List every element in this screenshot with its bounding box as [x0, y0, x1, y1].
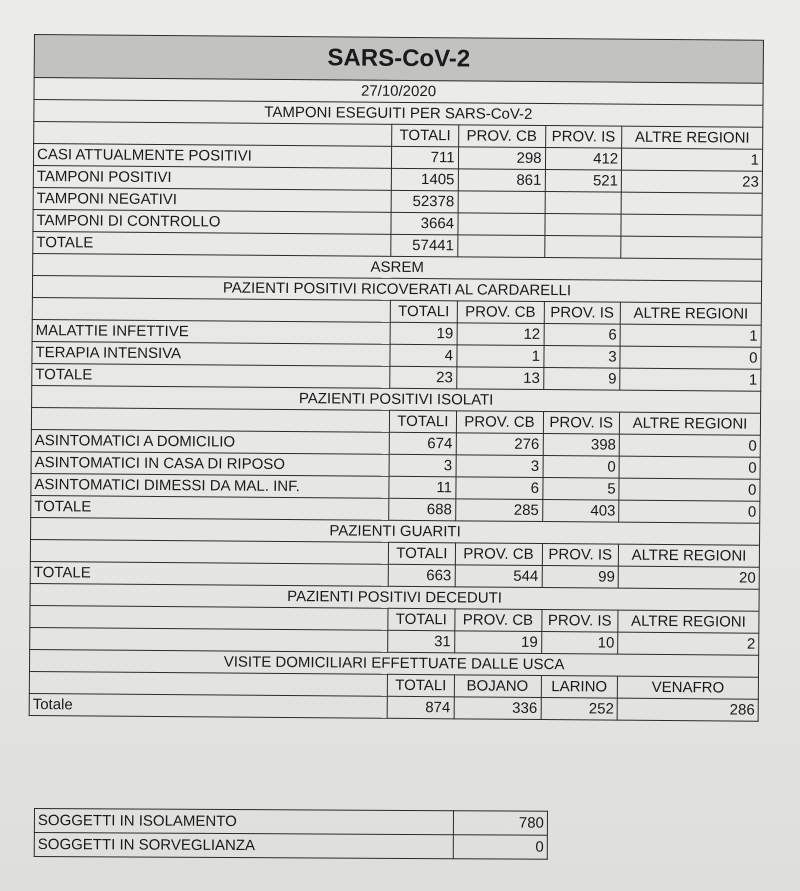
cell-prov-cb: 13 — [456, 367, 543, 390]
cell-altre-regioni: 0 — [619, 500, 760, 523]
cell-prov-cb: 298 — [458, 147, 545, 170]
cell-totali: 663 — [388, 564, 454, 587]
row-label: ASINTOMATICI A DOMICILIO — [31, 429, 389, 454]
sorveglianza-table — [34, 808, 548, 860]
row-label: TERAPIA INTENSIVA — [32, 341, 390, 366]
header-altre-regioni: ALTRE REGIONI — [620, 302, 761, 325]
cell-prov-is: 6 — [544, 324, 621, 347]
cell-altre-regioni: 23 — [621, 170, 762, 193]
row-label: TOTALE — [30, 561, 388, 586]
cell-prov-is: 403 — [542, 500, 619, 523]
header-totali: TOTALI — [388, 674, 454, 697]
cell-prov-is — [545, 192, 622, 215]
cell-prov-cb: 6 — [455, 477, 542, 500]
header-blank — [32, 297, 390, 322]
cell-prov-is — [544, 214, 621, 237]
row-label: SOGGETTI IN SORVEGLIANZA — [34, 833, 453, 859]
header-prov-is: PROV. IS — [543, 412, 620, 435]
cell-prov-is: 0 — [543, 456, 620, 479]
cell-totali: 674 — [389, 432, 455, 455]
section-heading-deceduti: PAZIENTI POSITIVI DECEDUTI — [30, 583, 759, 611]
section-heading-isolati: PAZIENTI POSITIVI ISOLATI — [32, 385, 761, 413]
header-prov-cb: PROV. CB — [455, 543, 542, 566]
cell-altre-regioni: 0 — [620, 346, 761, 369]
row-label: TOTALE — [32, 363, 390, 388]
table-row — [29, 693, 758, 721]
header-altre-regioni: ALTRE REGIONI — [622, 126, 763, 149]
cell-totali: 3 — [389, 454, 455, 477]
cell-altre-regioni: 0 — [619, 478, 760, 501]
row-label: TAMPONI NEGATIVI — [33, 187, 391, 212]
cell-prov-cb: 544 — [455, 565, 542, 588]
cell-prov-is — [544, 236, 621, 259]
cell-altre-regioni: 0 — [619, 434, 760, 457]
cell-prov-is: 3 — [543, 346, 620, 369]
row-label: Totale — [29, 693, 387, 718]
header-prov-is: PROV. IS — [541, 610, 618, 633]
table-row — [34, 833, 547, 860]
cell-altre-regioni: 1 — [622, 148, 763, 171]
header-blank — [30, 605, 388, 630]
covid-report-table — [29, 34, 764, 722]
cell-totali: 688 — [389, 498, 455, 521]
cell-prov-cb — [458, 191, 545, 214]
cell-prov-is: 9 — [543, 368, 620, 391]
cell-totali: 57441 — [391, 234, 457, 257]
cell-value: 0 — [453, 835, 547, 859]
cell-altre-regioni: 0 — [619, 456, 760, 479]
cell-totali: 1405 — [392, 168, 458, 191]
header-totali: TOTALI — [391, 300, 457, 323]
row-label: CASI ATTUALMENTE POSITIVI — [33, 144, 391, 169]
cell-prov-cb: 12 — [457, 323, 544, 346]
section-heading-usca: VISITE DOMICILIARI EFFETTUATE DALLE USCA — [29, 649, 758, 677]
report-title: SARS-CoV-2 — [34, 35, 763, 84]
cell-altre-regioni: 1 — [620, 368, 761, 391]
cell-totali: 711 — [392, 146, 458, 169]
cell-venafro: 286 — [617, 698, 758, 721]
cell-bojano: 336 — [454, 697, 541, 720]
header-altre-regioni: ALTRE REGIONI — [618, 610, 759, 633]
cell-altre-regioni: 1 — [620, 324, 761, 347]
cell-prov-is: 10 — [541, 632, 618, 655]
section-heading-asrem: ASREM — [33, 253, 762, 281]
row-label: TAMPONI POSITIVI — [33, 165, 391, 190]
cell-prov-is: 398 — [543, 434, 620, 457]
cell-prov-is: 412 — [545, 148, 622, 171]
cell-prov-cb — [457, 235, 544, 258]
header-blank — [34, 122, 392, 147]
header-bojano: BOJANO — [454, 675, 541, 698]
header-prov-is: PROV. IS — [545, 126, 622, 149]
cell-altre-regioni: 2 — [618, 632, 759, 655]
header-prov-cb: PROV. CB — [457, 301, 544, 324]
row-label: TAMPONI DI CONTROLLO — [33, 209, 391, 234]
section-heading-tamponi: TAMPONI ESEGUITI PER SARS-CoV-2 — [34, 100, 763, 128]
header-prov-is: PROV. IS — [544, 302, 621, 325]
header-totali: TOTALI — [389, 542, 455, 565]
cell-prov-cb — [457, 213, 544, 236]
cell-totali: 31 — [388, 630, 454, 653]
row-label: SOGGETTI IN ISOLAMENTO — [34, 809, 453, 835]
header-blank — [30, 539, 388, 564]
row-label: ASINTOMATICI IN CASA DI RIPOSO — [31, 451, 389, 476]
table-row — [34, 809, 547, 836]
cell-altre-regioni — [621, 236, 762, 259]
cell-altre-regioni — [621, 192, 762, 215]
cell-prov-cb: 3 — [456, 455, 543, 478]
row-label: TOTALE — [31, 495, 389, 520]
cell-totali: 874 — [387, 696, 453, 719]
section-heading-guariti: PAZIENTI GUARITI — [31, 517, 760, 545]
header-blank — [29, 671, 387, 696]
header-prov-cb: PROV. CB — [456, 411, 543, 434]
report-date: 27/10/2020 — [34, 78, 763, 106]
header-prov-is: PROV. IS — [542, 544, 619, 567]
cell-prov-is: 521 — [545, 170, 622, 193]
header-totali: TOTALI — [392, 124, 458, 147]
cell-value: 780 — [454, 811, 548, 835]
cell-prov-cb: 861 — [458, 169, 545, 192]
cell-larino: 252 — [541, 698, 618, 721]
header-venafro: VENAFRO — [617, 676, 758, 699]
cell-totali: 3664 — [391, 212, 457, 235]
cell-prov-cb: 1 — [456, 345, 543, 368]
header-prov-cb: PROV. CB — [454, 609, 541, 632]
cell-altre-regioni — [621, 214, 762, 237]
cell-totali: 19 — [390, 322, 456, 345]
header-totali: TOTALI — [390, 410, 456, 433]
section-heading-ricoverati: PAZIENTI POSITIVI RICOVERATI AL CARDARELLI — [32, 275, 761, 303]
cell-prov-cb: 276 — [456, 433, 543, 456]
cell-prov-cb: 285 — [455, 499, 542, 522]
cell-totali: 23 — [390, 366, 456, 389]
header-totali: TOTALI — [388, 608, 454, 631]
header-larino: LARINO — [541, 676, 618, 699]
header-altre-regioni: ALTRE REGIONI — [618, 544, 759, 567]
cell-altre-regioni: 20 — [618, 566, 759, 589]
row-label: MALATTIE INFETTIVE — [32, 319, 390, 344]
header-prov-cb: PROV. CB — [458, 125, 545, 148]
cell-prov-is: 5 — [542, 478, 619, 501]
row-label — [30, 627, 388, 652]
row-label: TOTALE — [33, 231, 391, 256]
header-altre-regioni: ALTRE REGIONI — [620, 412, 761, 435]
cell-totali: 11 — [389, 476, 455, 499]
header-blank — [31, 407, 389, 432]
cell-totali: 4 — [390, 344, 456, 367]
cell-prov-cb: 19 — [454, 631, 541, 654]
cell-prov-is: 99 — [542, 566, 619, 589]
cell-totali: 52378 — [391, 190, 457, 213]
row-label: ASINTOMATICI DIMESSI DA MAL. INF. — [31, 473, 389, 498]
